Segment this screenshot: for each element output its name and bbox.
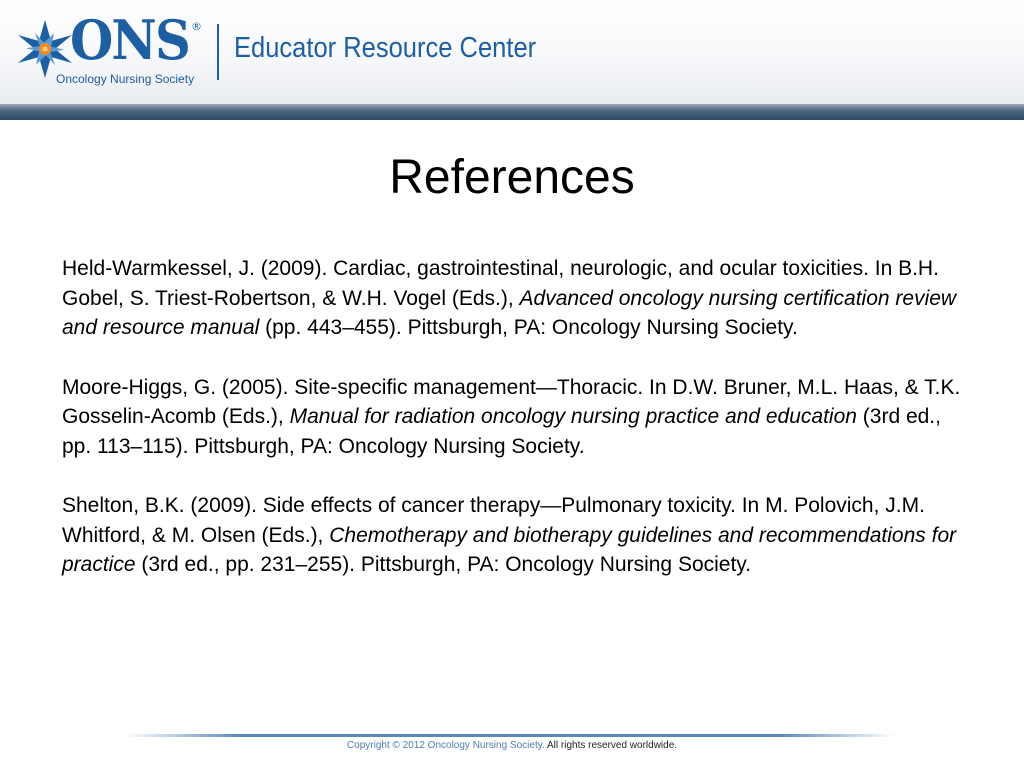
reference-text: Held-Warmkessel, J. (2009). Cardiac, gastrointestinal, neurologic, and ocular toxicities. In B.H. Gobel, S. Triest-Robertson, & W.H. Vogel (Eds.), [62,257,939,310]
footer-copyright [0,740,1024,751]
reference-book-title: Manual for radiation oncology nursing practice and education [289,405,857,428]
reference-item [62,491,972,580]
reference-list [62,254,972,610]
center-title: Educator Resource Center [234,32,537,64]
header-divider [217,24,219,80]
reference-book-title: Chemotherapy and biotherapy guidelines and recommendations for practice [62,523,957,576]
reference-text: (3rd ed., pp. 231–255). Pittsburgh, PA: Oncology Nursing Society. [135,553,752,576]
logo-tagline: Oncology Nursing Society [56,72,195,86]
header-rule [0,104,1024,120]
registered-mark: ® [191,20,202,33]
ons-logo[interactable] [14,8,204,94]
slide-title: References [389,151,635,204]
copyright-text: Copyright © 2012 Oncology Nursing Society. [346,740,545,751]
reference-text: (pp. 443–455). Pittsburgh, PA: Oncology Nursing Society. [259,316,798,339]
reference-book-title: Advanced oncology nursing certification review and resource manual [62,286,957,339]
reference-text: (3rd ed., pp. 113–115). Pittsburgh, PA: Oncology Nursing Society. [62,405,941,458]
header-banner [0,0,1024,104]
reference-text: Moore-Higgs, G. (2005). Site-specific management—Thoracic. In D.W. Bruner, M.L. Haas, & T.K. Gosselin-Acomb (Eds.), [62,375,961,428]
reference-item [62,254,972,343]
reference-text: Shelton, B.K. (2009). Side effects of cancer therapy—Pulmonary toxicity. In M. Polovich, J.M. Whitford, & M. Olsen (Eds.), [62,494,925,547]
footer-divider [125,734,895,737]
logo-wordmark: ONS [70,8,190,72]
ons-star-logo-icon [14,18,76,80]
reference-item [62,373,972,462]
rights-text: All rights reserved worldwide. [547,740,678,751]
